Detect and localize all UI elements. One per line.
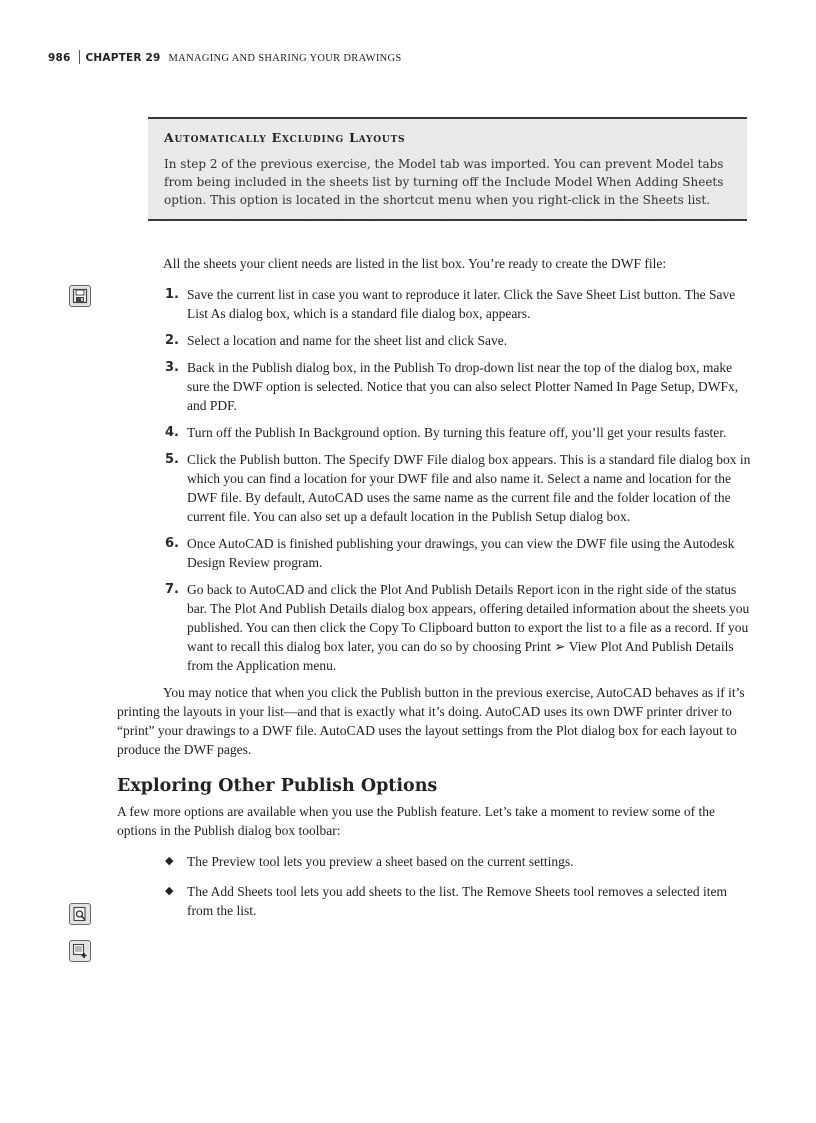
header-divider (79, 50, 80, 64)
bullet-text: The Preview tool lets you preview a sheet based on the current settings. (187, 854, 574, 869)
list-item (117, 580, 753, 675)
step-number: 6. (165, 536, 179, 551)
step-text: Save the current list in case you want to reproduce it later. Click the Save Sheet List button. The Save List As dialog box, which is a standard file dialog box, appears. (187, 287, 736, 321)
body-text (117, 254, 753, 931)
after-steps-paragraph: You may notice that when you click the Publish button in the previous exercise, AutoCAD behaves as if it’s printing the layouts in your list—and that is exactly what it’s doing. AutoCAD uses its own DWF printer driver to “print” your drawings to a DWF file. AutoCAD uses the layout settings from the Plot dialog box for each layout to produce the DWF pages. (117, 685, 745, 757)
preview-icon (69, 903, 91, 925)
intro-paragraph: All the sheets your client needs are listed in the list box. You’re ready to create the DWF file: (163, 256, 667, 271)
section-intro: A few more options are available when you use the Publish feature. Let’s take a moment to review some of the options in the Publish dialog box toolbar: (117, 804, 715, 838)
add-sheets-icon (69, 940, 91, 962)
list-item (117, 450, 753, 526)
step-text: Select a location and name for the sheet list and click Save. (187, 333, 508, 348)
step-text: Go back to AutoCAD and click the Plot And Publish Details Report icon in the right side of the status bar. The Plot And Publish Details dialog box appears, offering detailed information about the sheets you published. You can then click the Copy To Clipboard button to export the list to a file as a record. If you want to recall this dialog box later, you can do so by choosing Print ➢ View Plot And Publish Details from the Application menu. (187, 582, 750, 673)
list-item (117, 423, 753, 442)
list-item (117, 358, 753, 415)
step-number: 1. (165, 287, 179, 302)
list-item (117, 534, 753, 572)
step-text: Turn off the Publish In Background option. By turning this feature off, you’ll get your results faster. (187, 425, 727, 440)
step-text: Click the Publish button. The Specify DWF File dialog box appears. This is a standard file dialog box in which you can find a location for your DWF file and also name it. Select a name and location for the DWF file. By default, AutoCAD uses the same name as the current file and the folder location of the current file. You can also set up a default location in the Publish Setup dialog box. (187, 452, 751, 524)
page-number: 986 (48, 52, 71, 64)
step-number: 3. (165, 360, 179, 375)
list-item (117, 331, 753, 350)
sidebar-text: In step 2 of the previous exercise, the Model tab was imported. You can prevent Model tabs from being included in the sheets list by turning off the Include Model When Adding Sheets option. This option is located in the shortcut menu when you right-click in the Sheets list. (164, 157, 724, 207)
chapter-title: MANAGING AND SHARING YOUR DRAWINGS (168, 53, 402, 64)
sidebar-title: Automatically Excluding Layouts (164, 130, 406, 145)
save-sheet-list-icon (69, 285, 91, 307)
list-item (117, 285, 753, 323)
bullet-text: The Add Sheets tool lets you add sheets to the list. The Remove Sheets tool removes a selected item from the list. (187, 884, 728, 918)
bullet-diamond-icon: ◆ (165, 855, 174, 867)
list-item (117, 852, 753, 871)
bullet-diamond-icon: ◆ (165, 885, 174, 897)
step-number: 7. (165, 582, 179, 597)
steps-list (117, 285, 753, 675)
running-head (48, 50, 402, 64)
step-text: Once AutoCAD is finished publishing your drawings, you can view the DWF file using the Autodesk Design Review program. (187, 536, 735, 570)
step-text: Back in the Publish dialog box, in the Publish To drop-down list near the top of the dialog box, make sure the DWF option is selected. Notice that you can also select Plotter Named In Page Setup, DWFx, and PDF. (187, 360, 739, 413)
chapter-label: CHAPTER 29 (85, 52, 161, 64)
step-number: 4. (165, 425, 179, 440)
list-item (117, 882, 753, 920)
sidebar-box (148, 117, 747, 221)
bullet-list (117, 852, 753, 920)
step-number: 2. (165, 333, 179, 348)
section-heading: Exploring Other Publish Options (117, 776, 438, 796)
step-number: 5. (165, 452, 179, 467)
